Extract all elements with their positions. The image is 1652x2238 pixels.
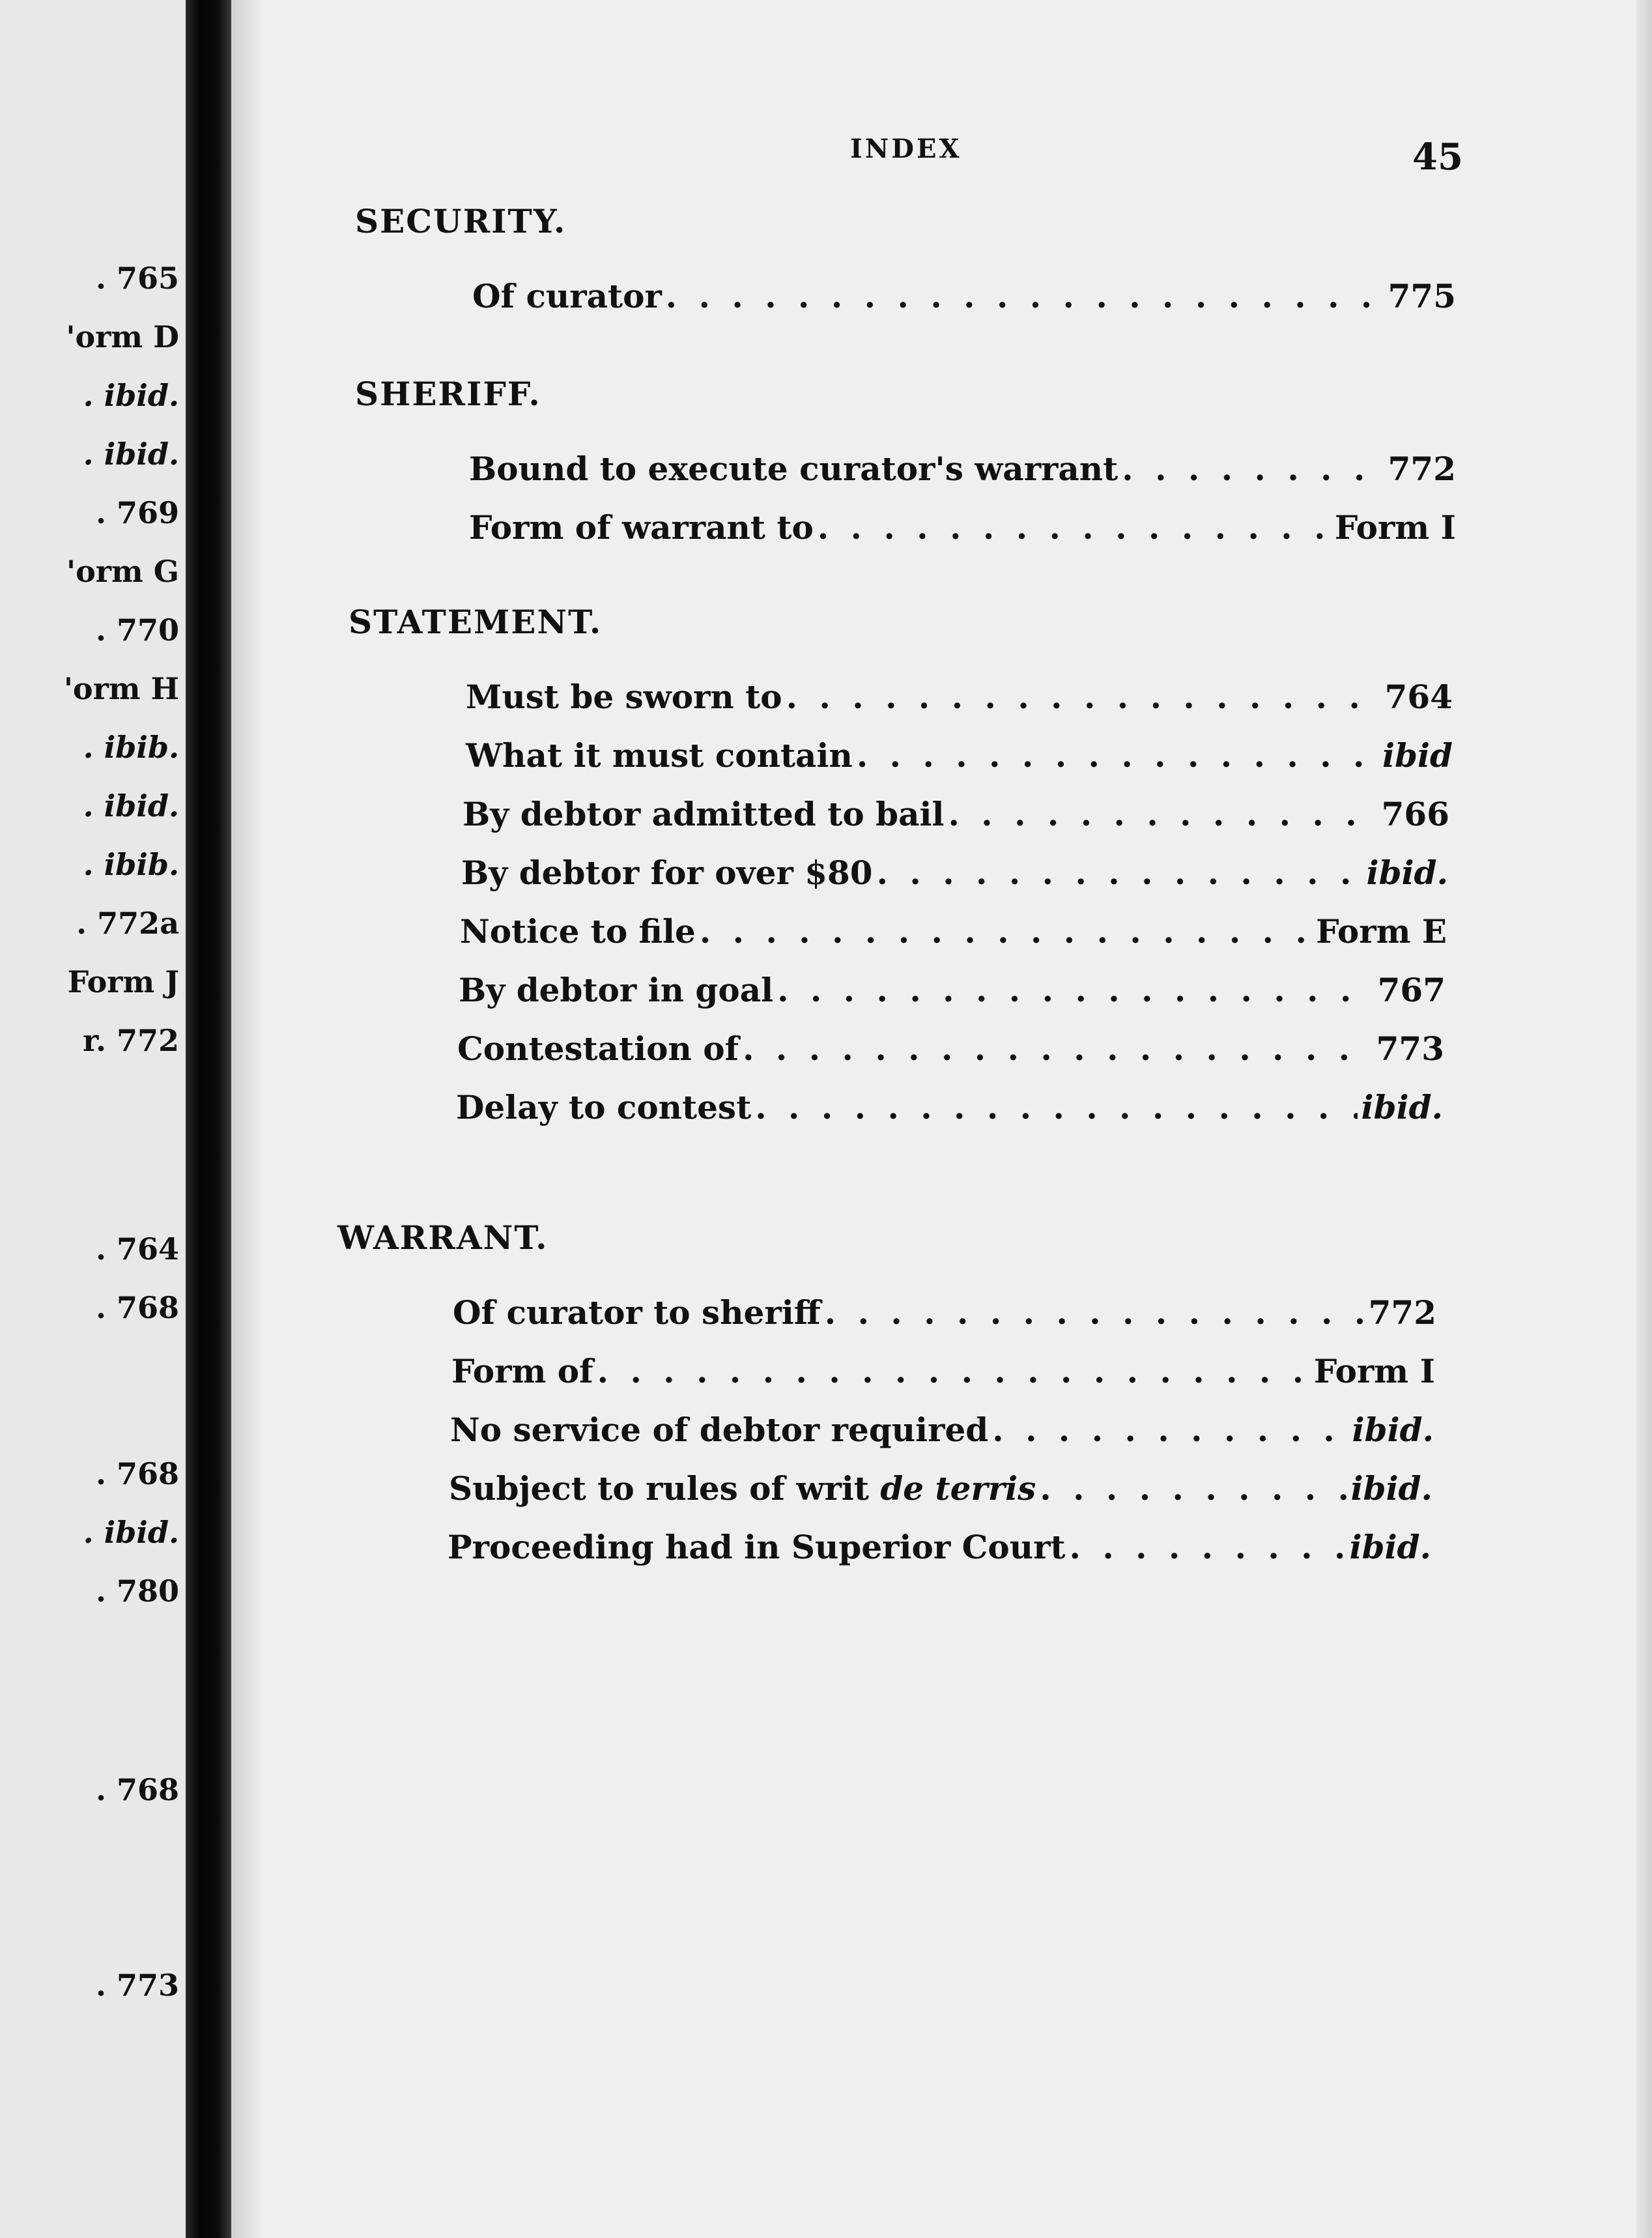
index-entry <box>469 508 1456 554</box>
entry-ref: 773 <box>1376 1029 1444 1068</box>
section-heading-warrant: WARRANT. <box>337 1218 548 1257</box>
entry-text: What it must contain <box>466 736 853 775</box>
entry-text: By debtor admitted to bail <box>463 795 945 833</box>
index-entry <box>456 1088 1443 1134</box>
index-entry <box>457 1029 1444 1075</box>
index-entry <box>451 1352 1435 1398</box>
entry-text: Form of <box>451 1352 593 1390</box>
left-ref: . ibid. <box>83 788 179 824</box>
entry-ref: ibid. <box>1366 854 1448 892</box>
page-shadow <box>231 0 261 2238</box>
index-entry <box>460 912 1447 958</box>
left-ref: . 773 <box>95 1968 179 2003</box>
index-entry <box>448 1528 1431 1573</box>
entry-ref: 775 <box>1388 277 1456 315</box>
left-ref: . 768 <box>95 1290 179 1325</box>
index-entry <box>466 678 1453 723</box>
left-ref: . 769 <box>95 495 179 530</box>
entry-text: Proceeding had in Superior Court <box>448 1528 1066 1566</box>
leader-dots <box>818 508 1331 547</box>
entry-text: Contestation of <box>457 1029 739 1068</box>
entry-text: Of curator to sheriff <box>453 1293 821 1332</box>
entry-ref: ibid. <box>1352 1411 1434 1449</box>
entry-text: By debtor in goal <box>459 971 774 1009</box>
section-heading-security: SECURITY. <box>355 202 567 240</box>
entry-ref: 767 <box>1377 971 1445 1009</box>
entry-text: Must be sworn to <box>466 678 782 716</box>
section-heading-statement: STATEMENT. <box>349 603 603 641</box>
index-entry <box>472 277 1456 323</box>
left-ref: Form J <box>67 964 179 999</box>
leader-dots <box>1070 1528 1346 1566</box>
entry-ref: ibid. <box>1349 1528 1431 1566</box>
leader-dots <box>755 1088 1357 1126</box>
leader-dots <box>743 1029 1373 1068</box>
entry-ref: Form I <box>1334 508 1456 547</box>
leader-dots <box>777 971 1374 1009</box>
left-ref: . 765 <box>95 261 179 296</box>
entry-text: Bound to execute curator's warrant <box>469 450 1118 488</box>
entry-ref: 772 <box>1388 450 1456 488</box>
entry-text: By debtor for over $80 <box>461 854 873 892</box>
leader-dots <box>786 678 1381 716</box>
section-heading-sheriff: SHERIFF. <box>355 375 541 413</box>
entry-text-roman: Subject to rules of writ <box>449 1469 881 1508</box>
left-ref: 'orm G <box>66 554 179 589</box>
left-ref: 'orm D <box>66 319 179 354</box>
leader-dots <box>1122 450 1384 488</box>
index-entry <box>459 971 1445 1016</box>
left-ref: . 772a <box>76 906 179 941</box>
leader-dots <box>597 1352 1310 1390</box>
leader-dots <box>700 912 1312 951</box>
index-entry <box>461 854 1448 899</box>
leader-dots <box>948 795 1377 833</box>
left-ref: . ibib. <box>83 847 179 882</box>
left-ref: 'orm H <box>63 671 179 706</box>
running-header: INDEX <box>850 134 962 164</box>
leader-dots <box>992 1411 1348 1449</box>
leader-dots <box>877 854 1363 892</box>
entry-text <box>449 1469 1036 1508</box>
index-entry <box>463 795 1449 840</box>
book-gutter <box>186 0 231 2238</box>
entry-ref: 764 <box>1384 678 1453 716</box>
entry-text: Delay to contest <box>456 1088 752 1126</box>
entry-ref: ibid. <box>1361 1088 1443 1126</box>
left-ref: r. 772 <box>82 1023 179 1058</box>
leader-dots <box>857 736 1378 775</box>
index-entry <box>466 736 1453 782</box>
entry-text: Of curator <box>472 277 662 315</box>
left-ref: . ibid. <box>83 1515 179 1550</box>
left-ref: . 764 <box>95 1231 179 1267</box>
entry-ref: ibid <box>1382 736 1453 775</box>
entry-text: Notice to file <box>460 912 696 951</box>
entry-ref: Form I <box>1313 1352 1435 1390</box>
entry-ref: ibid. <box>1350 1469 1432 1508</box>
index-entry <box>449 1469 1432 1515</box>
page-edge <box>1636 0 1652 2238</box>
left-ref: . 770 <box>95 612 179 648</box>
page-number: 45 <box>1412 136 1463 179</box>
left-ref: . ibid. <box>83 437 179 472</box>
leader-dots <box>666 277 1384 315</box>
entry-ref: 772 <box>1368 1293 1436 1332</box>
left-ref: . 768 <box>95 1456 179 1491</box>
left-ref: . ibid. <box>83 378 179 413</box>
left-facing-page <box>0 0 186 2238</box>
entry-ref: 766 <box>1381 795 1449 833</box>
leader-dots <box>1040 1469 1346 1508</box>
leader-dots <box>825 1293 1365 1332</box>
left-ref: . 780 <box>95 1573 179 1609</box>
left-ref: . 768 <box>95 1772 179 1807</box>
index-entry <box>453 1293 1436 1339</box>
entry-text-italic: de terris <box>880 1469 1036 1508</box>
index-entry <box>469 450 1456 495</box>
entry-ref: Form E <box>1316 912 1447 951</box>
entry-text: Form of warrant to <box>469 508 814 547</box>
index-entry <box>450 1411 1434 1456</box>
left-ref: . ibib. <box>83 730 179 765</box>
entry-text: No service of debtor required <box>450 1411 989 1449</box>
